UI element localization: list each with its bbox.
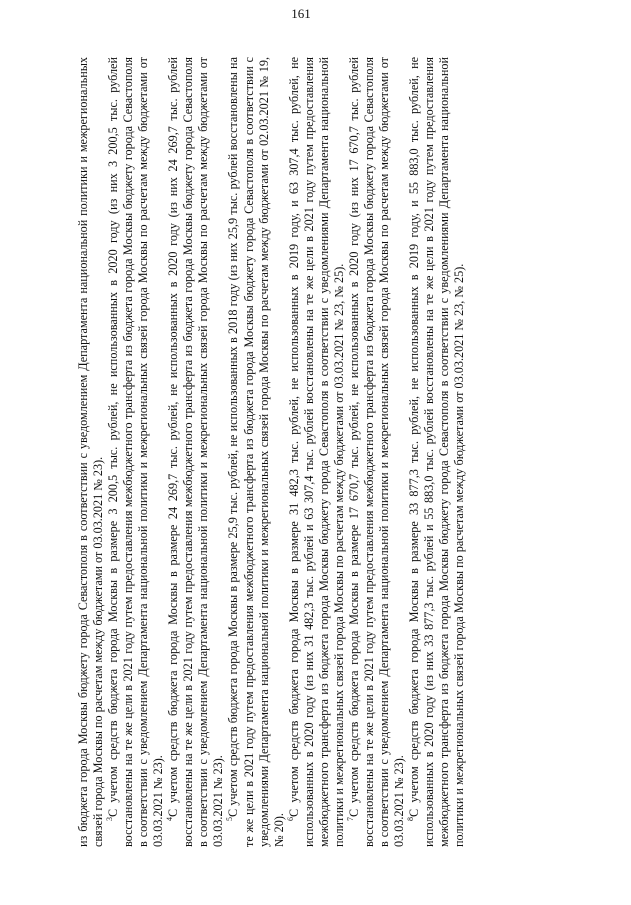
rotated-text-block [76, 57, 554, 847]
footnote-marker: 4 [165, 817, 175, 821]
paragraph-text: из бюджета города Москвы бюджету города Севастополя в соответствии с уведомлением Департамента национальной политики и межрегиональных связей города Москвы по расчетам между бюджетами от 03.03.2021 № 23). [76, 57, 106, 847]
footnote-text: С учетом средств бюджета города Москвы в размере 33 877,3 тыс. рублей, не использованных в 2019 году, и 55 883,0 тыс. рублей, не использованных в 2020 году (из них 33 877,3 тыс. рублей и 55 883,0 тыс. рублей восстановлены на те же цели в 2021 году путем предоставления межбюджетного трансферта из бюджета города Москвы бюджету города Севастополя в соответствии с уведомлениями Департамента национальной политики и межрегиональных связей города Москвы по расчетам между бюджетами от 03.03.2021 № 23, № 25). [407, 57, 467, 847]
footnote-text: С учетом средств бюджета города Москвы в размере 25,9 тыс. рублей, не использованных в 2018 году (из них 25,9 тыс. рублей восстановлены на те же цели в 2021 году путем предоставления межбюджетного трансферта из бюджета города Москвы бюджету города Севастополя в соответствии с уведомлениями Департамента национальной политики и межрегиональных связей города Москвы по расчетам между бюджетами от 02.03.2021 № 19, № 20). [226, 57, 286, 847]
page-number: 161 [291, 6, 311, 21]
footnote-marker: 3 [105, 817, 115, 821]
footnote-text: С учетом средств бюджета города Москвы в размере 17 670,7 тыс. рублей, не использованных в 2020 году (из них 17 670,7 тыс. рублей восстановлены на те же цели в 2021 году путем предоставления межбюджетного трансферта из бюджета города Москвы бюджету города Севастополя в соответствии с уведомлением Департамента национальной политики и межрегиональных связей города Москвы по расчетам между бюджетами от 03.03.2021 № 23). [346, 57, 406, 847]
continuation-paragraph [76, 57, 106, 847]
footnote-3 [106, 57, 166, 847]
footnote-8 [407, 57, 467, 847]
footnote-5 [226, 57, 286, 847]
footnote-marker: 5 [225, 817, 235, 821]
footnote-6 [287, 57, 347, 847]
footnote-4 [166, 57, 226, 847]
footnote-marker: 6 [285, 817, 295, 821]
footnote-marker: 8 [405, 817, 415, 821]
footnote-text: С учетом средств бюджета города Москвы в размере 31 482,3 тыс. рублей, не использованных в 2019 году, и 63 307,4 тыс. рублей, не использованных в 2020 году (из них 31 482,3 тыс. рублей и 63 307,4 тыс. рублей восстановлены на те же цели в 2021 году путем предоставления межбюджетного трансферта из бюджета города Москвы бюджету города Севастополя в соответствии с уведомлениями Департамента национальной политики и межрегиональных связей города Москвы по расчетам между бюджетами от 03.03.2021 № 23, № 25). [286, 57, 346, 847]
footnote-7 [347, 57, 407, 847]
footnote-text: С учетом средств бюджета города Москвы в размере 24 269,7 тыс. рублей, не использованных в 2020 году (из них 24 269,7 тыс. рублей восстановлены на те же цели в 2021 году путем предоставления межбюджетного трансферта из бюджета города Москвы бюджету города Севастополя в соответствии с уведомлением Департамента национальной политики и межрегиональных связей города Москвы по расчетам между бюджетами от 03.03.2021 № 23). [166, 57, 226, 847]
footnote-text: С учетом средств бюджета города Москвы в размере 3 200,5 тыс. рублей, не использованных в 2020 году (из них 3 200,5 тыс. рублей восстановлены на те же цели в 2021 году путем предоставления межбюджетного трансферта из бюджета города Москвы бюджету города Севастополя в соответствии с уведомлением Департамента национальной политики и межрегиональных связей города Москвы по расчетам между бюджетами от 03.03.2021 № 23). [106, 57, 166, 847]
footnote-marker: 7 [345, 817, 355, 821]
